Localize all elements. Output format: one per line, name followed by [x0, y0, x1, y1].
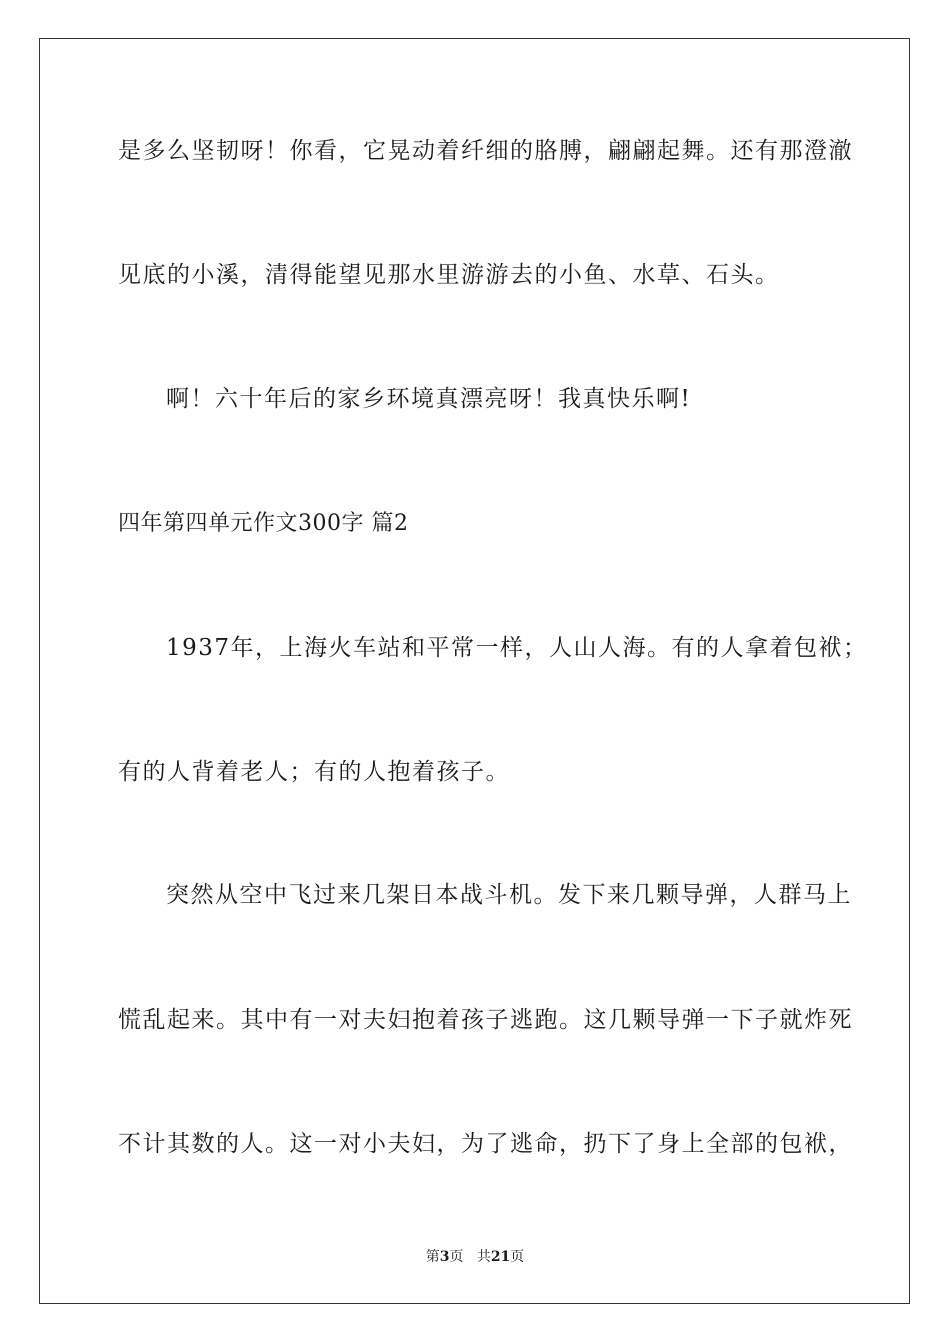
body-line-6: 有的人背着老人；有的人抱着孩子。: [118, 759, 510, 785]
page-footer: [0, 1248, 950, 1266]
body-line-7: 突然从空中飞过来几架日本战斗机。发下来几颗导弹，人群马上: [166, 882, 852, 908]
section-heading: 四年第四单元作文300字 篇2: [118, 511, 409, 536]
body-line-5: 1937年，上海火车站和平常一样，人山人海。有的人拿着包袱；: [166, 635, 868, 661]
body-line-8: 慌乱起来。其中有一对夫妇抱着孩子逃跑。这几颗导弹一下子就炸死: [118, 1007, 853, 1033]
body-line-2: 见底的小溪，清得能望见那水里游游去的小鱼、水草、石头。: [118, 262, 780, 288]
footer-page-suffix: 页: [449, 1249, 464, 1265]
page-border: [39, 38, 910, 1304]
footer-total-suffix: 页: [510, 1249, 525, 1265]
footer-page-prefix: 第: [425, 1249, 440, 1265]
footer-total-pages: 21: [490, 1249, 511, 1265]
footer-total-prefix: 共: [476, 1249, 491, 1265]
body-line-1: 是多么坚韧呀！你看，它晃动着纤细的胳膊，翩翩起舞。还有那澄澈: [118, 138, 853, 164]
body-line-9: 不计其数的人。这一对小夫妇，为了逃命，扔下了身上全部的包袱，: [118, 1131, 853, 1157]
footer-page-number: 3: [439, 1249, 450, 1265]
body-line-3: 啊！六十年后的家乡环境真漂亮呀！我真快乐啊!: [166, 386, 692, 412]
